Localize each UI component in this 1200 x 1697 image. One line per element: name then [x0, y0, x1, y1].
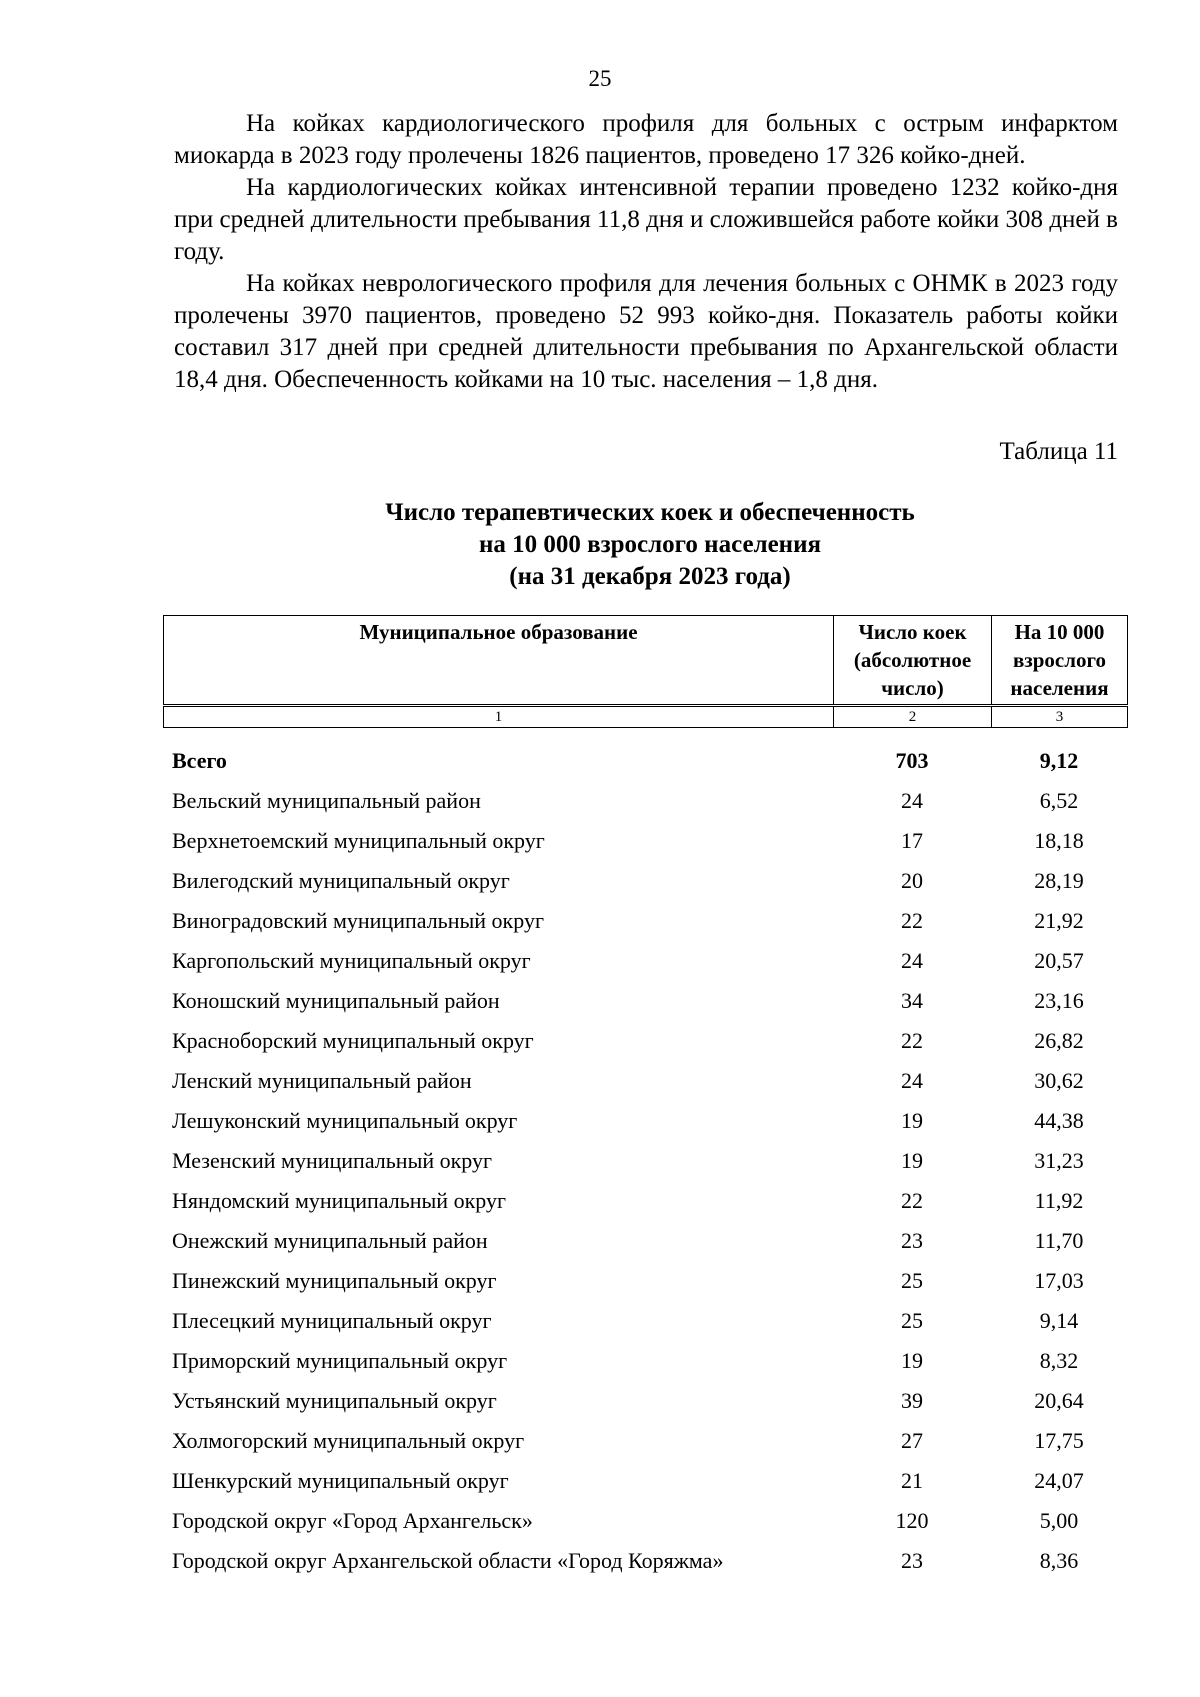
table-row [163, 1501, 1127, 1541]
table-row [163, 901, 1127, 941]
beds-cell: 23 [901, 1228, 923, 1253]
per10k-cell: 11,92 [1034, 1188, 1084, 1213]
municipality-cell: Холмогорский муниципальный округ [172, 1428, 525, 1453]
beds-cell: 23 [901, 1548, 923, 1573]
municipality-cell: Виноградовский муниципальный округ [172, 908, 544, 933]
municipality-cell: Пинежский муниципальный округ [172, 1268, 497, 1293]
municipality-cell: Каргопольский муниципальный округ [172, 948, 531, 973]
municipality-cell: Красноборский муниципальный округ [172, 1028, 534, 1053]
beds-cell: 22 [901, 1188, 923, 1213]
per10k-cell: 20,57 [1034, 948, 1084, 973]
table-row [163, 861, 1127, 901]
per10k-cell: 20,64 [1034, 1388, 1084, 1413]
per10k-cell: 28,19 [1034, 868, 1084, 893]
data-table [163, 741, 1127, 1581]
header-beds: Число коек (абсолютное число) [834, 616, 992, 705]
municipality-cell: Коношский муниципальный район [172, 988, 500, 1013]
total-label: Всего [172, 748, 227, 773]
municipality-cell: Плесецкий муниципальный округ [172, 1308, 492, 1333]
total-beds: 703 [895, 748, 929, 773]
beds-cell: 24 [901, 788, 923, 813]
municipality-cell: Вилегодский муниципальный округ [172, 868, 510, 893]
page-number: 25 [588, 66, 612, 91]
column-number: 3 [992, 707, 1128, 728]
body-text [174, 108, 1118, 396]
municipality-cell: Мезенский муниципальный округ [172, 1148, 493, 1173]
table-row [163, 1301, 1127, 1341]
column-number: 2 [834, 707, 992, 728]
table-row [163, 1421, 1127, 1461]
per10k-cell: 11,70 [1034, 1228, 1084, 1253]
column-number: 1 [164, 707, 834, 728]
table-title-line: Число терапевтических коек и обеспеченность [385, 499, 915, 526]
table-row [163, 1141, 1127, 1181]
municipality-cell: Ленский муниципальный район [172, 1068, 472, 1093]
per10k-cell: 30,62 [1034, 1068, 1084, 1093]
beds-cell: 25 [901, 1308, 923, 1333]
beds-cell: 19 [901, 1108, 923, 1133]
per10k-cell: 24,07 [1034, 1468, 1084, 1493]
paragraph: На койках кардиологического профиля для больных с острым инфарктом миокарда в 2023 году пролечены 1826 пациентов, проведено 17 326 койко-дней. [174, 110, 1118, 169]
total-per10k: 9,12 [1039, 748, 1079, 773]
beds-cell: 19 [901, 1148, 923, 1173]
per10k-cell: 6,52 [1039, 788, 1079, 813]
paragraph: На койках неврологического профиля для лечения больных с ОНМК в 2023 году пролечены 3970 пациентов, проведено 52 993 койко-дня. Показатель работы койки составил 317 дней при средней длительности пребывания по Архангельской области 18,4 дня. Обеспеченность койками на 10 тыс. населения – 1,8 дня. [174, 270, 1118, 393]
table-row [163, 1381, 1127, 1421]
per10k-cell: 21,92 [1034, 908, 1084, 933]
beds-cell: 17 [901, 828, 923, 853]
beds-cell: 21 [901, 1468, 923, 1493]
paragraph: На кардиологических койках интенсивной терапии проведено 1232 койко-дня при средней длительности пребывания 11,8 дня и сложившейся работе койки 308 дней в году. [174, 174, 1118, 265]
table-label: Таблица 11 [999, 438, 1118, 465]
per10k-cell: 5,00 [1039, 1508, 1079, 1533]
beds-cell: 25 [901, 1268, 923, 1293]
beds-cell: 22 [901, 908, 923, 933]
table-title [0, 497, 1200, 593]
table-row [163, 1021, 1127, 1061]
table-title-line: на 10 000 взрослого населения [478, 531, 822, 558]
table-title-line: (на 31 декабря 2023 года) [509, 563, 791, 590]
per10k-cell: 8,36 [1039, 1548, 1079, 1573]
municipality-cell: Онежский муниципальный район [172, 1228, 488, 1253]
municipality-cell: Лешуконский муниципальный округ [172, 1108, 518, 1133]
beds-cell: 24 [901, 1068, 923, 1093]
table-row [163, 1461, 1127, 1501]
table-row [163, 1061, 1127, 1101]
total-row [163, 741, 1127, 781]
header-municipality: Муниципальное образование [164, 616, 834, 705]
municipality-cell: Вельский муниципальный район [172, 788, 481, 813]
municipality-cell: Шенкурский муниципальный округ [172, 1468, 509, 1493]
per10k-cell: 31,23 [1034, 1148, 1084, 1173]
beds-cell: 34 [901, 988, 923, 1013]
municipality-cell: Приморский муниципальный округ [172, 1348, 508, 1373]
beds-cell: 22 [901, 1028, 923, 1053]
table-row [163, 1341, 1127, 1381]
table-row [163, 1221, 1127, 1261]
municipality-cell: Городской округ «Город Архангельск» [172, 1508, 533, 1533]
table-row [163, 1181, 1127, 1221]
per10k-cell: 17,03 [1034, 1268, 1084, 1293]
per10k-cell: 44,38 [1034, 1108, 1084, 1133]
table-row [163, 1541, 1127, 1581]
beds-cell: 20 [901, 868, 923, 893]
per10k-cell: 17,75 [1034, 1428, 1084, 1453]
per10k-cell: 18,18 [1034, 828, 1084, 853]
header-per10k: На 10 000 взрослого населения [992, 616, 1128, 705]
municipality-cell: Верхнетоемский муниципальный округ [172, 828, 545, 853]
table-row [163, 781, 1127, 821]
table-row [163, 941, 1127, 981]
beds-cell: 39 [901, 1388, 923, 1413]
table-row [163, 981, 1127, 1021]
municipality-cell: Няндомский муниципальный округ [172, 1188, 506, 1213]
table-row [163, 1101, 1127, 1141]
table-row [163, 1261, 1127, 1301]
beds-cell: 27 [901, 1428, 923, 1453]
per10k-cell: 9,14 [1039, 1308, 1079, 1333]
municipality-cell: Городской округ Архангельской области «Город Коряжма» [172, 1548, 724, 1573]
per10k-cell: 26,82 [1034, 1028, 1084, 1053]
beds-cell: 120 [895, 1508, 929, 1533]
per10k-cell: 8,32 [1039, 1348, 1079, 1373]
table-row [163, 821, 1127, 861]
beds-cell: 24 [901, 948, 923, 973]
beds-cell: 19 [901, 1348, 923, 1373]
table-header [163, 615, 1128, 728]
per10k-cell: 23,16 [1034, 988, 1084, 1013]
municipality-cell: Устьянский муниципальный округ [172, 1388, 497, 1413]
